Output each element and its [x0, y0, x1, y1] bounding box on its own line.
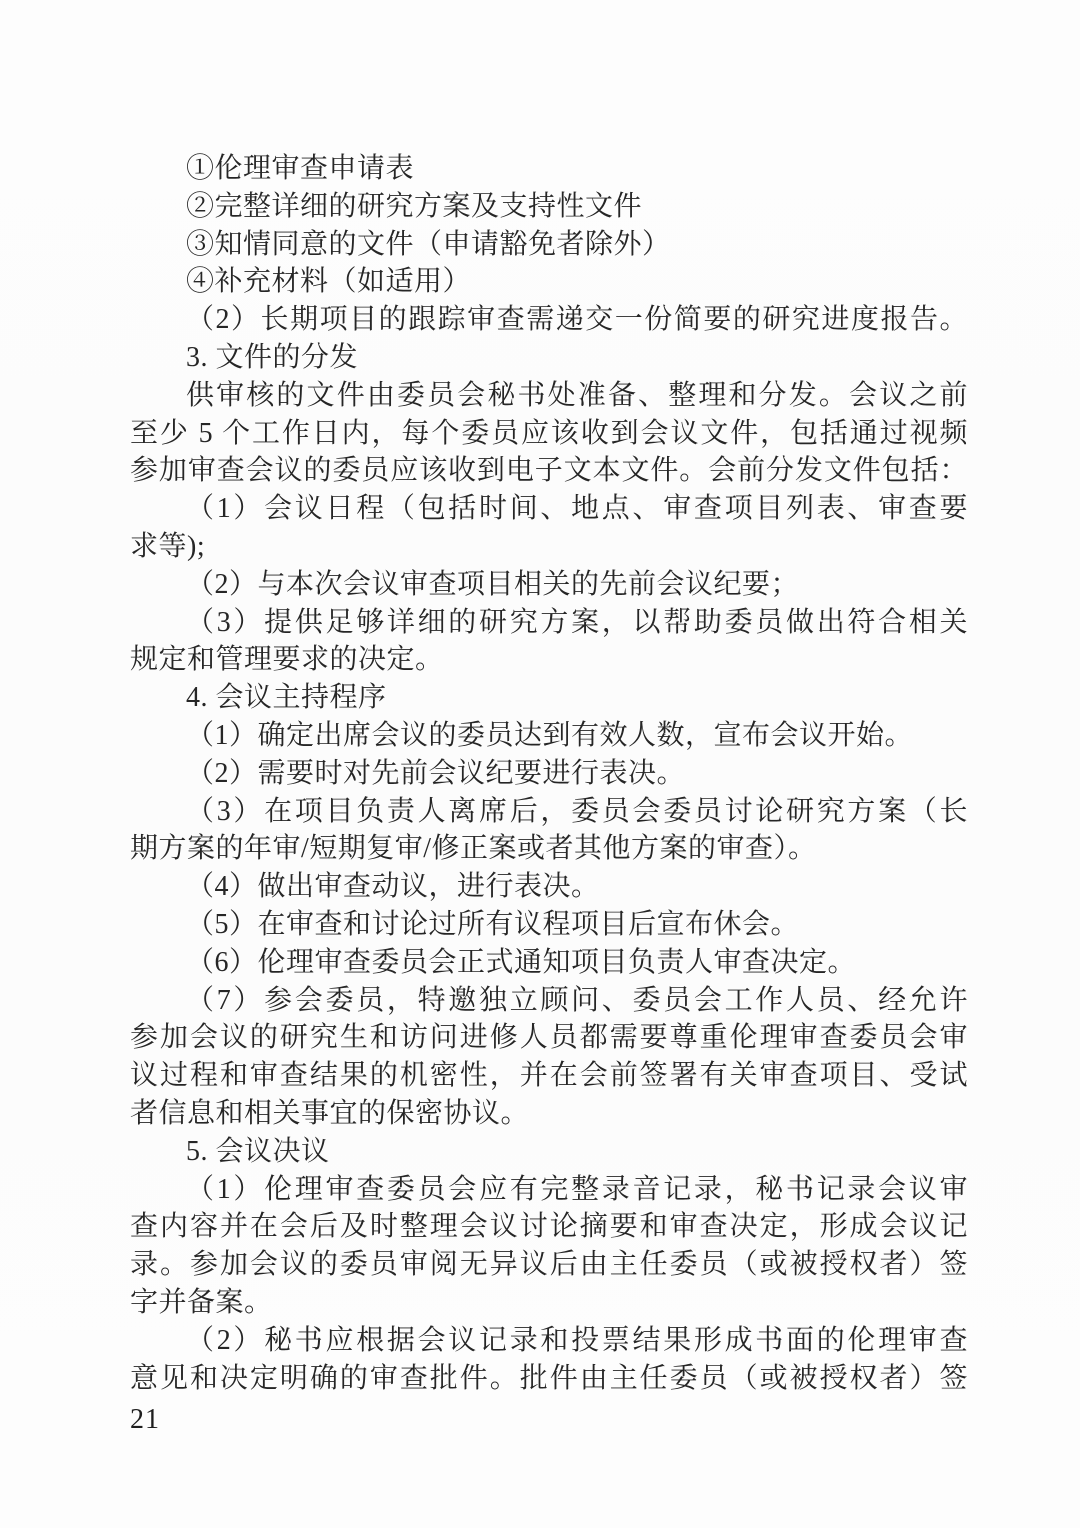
attachment-item-4: ④补充材料（如适用） [186, 266, 472, 298]
section-heading-4: 4. 会议主持程序 [186, 682, 387, 714]
text-line: （1）会议日程（包括时间、地点、审查项目列表、审查要 [186, 493, 968, 525]
text-line: （2）需要时对先前会议纪要进行表决。 [186, 757, 686, 789]
text-line: （1）确定出席会议的委员达到有效人数，宣布会议开始。 [186, 719, 914, 751]
text-line: 供审核的文件由委员会秘书处准备、整理和分发。会议之前 [186, 379, 968, 411]
attachment-item-1: ①伦理审查申请表 [186, 153, 415, 184]
text-line: （2）秘书应根据会议记录和投票结果形成书面的伦理审查 [186, 1324, 968, 1356]
text-line: 录。参加会议的委员审阅无异议后由主任委员（或被授权者）签 [130, 1249, 968, 1281]
text-line: 规定和管理要求的决定。 [130, 644, 444, 676]
text-line: （5）在审查和讨论过所有议程项目后宣布休会。 [186, 908, 800, 940]
text-line: 参加审查会议的委员应该收到电子文本文件。会前分发文件包括： [130, 455, 968, 487]
text-line: 参加会议的研究生和访问进修人员都需要尊重伦理审查委员会审 [130, 1022, 968, 1054]
text-line: 至少 5 个工作日内，每个委员应该收到会议文件，包括通过视频 [130, 417, 968, 449]
attachment-item-3: ③知情同意的文件（申请豁免者除外） [186, 228, 671, 260]
text-line: 求等); [130, 530, 206, 562]
text-line: 期方案的年审/短期复审/修正案或者其他方案的审查）。 [130, 833, 817, 865]
text-line: 意见和决定明确的审查批件。批件由主任委员（或被授权者）签 [130, 1362, 968, 1394]
text-line: （3）在项目负责人离席后，委员会委员讨论研究方案（长 [186, 795, 968, 827]
text-line: 议过程和审查结果的机密性，并在会前签署有关审查项目、受试 [130, 1060, 968, 1092]
text-line: 查内容并在会后及时整理会议讨论摘要和审查决定，形成会议记 [130, 1211, 968, 1243]
text-line: （6）伦理审查委员会正式通知项目负责人审查决定。 [186, 946, 857, 978]
section-heading-5: 5. 会议决议 [186, 1135, 330, 1167]
text-line: （7）参会委员，特邀独立顾问、委员会工作人员、经允许 [186, 984, 968, 1016]
text-line: （1）伦理审查委员会应有完整录音记录，秘书记录会议审 [186, 1173, 968, 1205]
text-line: （3）提供足够详细的研究方案，以帮助委员做出符合相关 [186, 606, 968, 638]
text-line: （2）与本次会议审查项目相关的先前会议纪要； [186, 568, 800, 600]
text-line: 者信息和相关事宜的保密协议。 [130, 1097, 530, 1129]
text-line: （2）长期项目的跟踪审查需递交一份简要的研究进度报告。 [186, 304, 968, 336]
document-body [130, 150, 968, 1397]
text-line: 字并备案。 [130, 1286, 273, 1318]
page-number: 21 [130, 1404, 160, 1435]
text-line: （4）做出审查动议，进行表决。 [186, 871, 600, 903]
section-heading-3: 3. 文件的分发 [186, 341, 359, 373]
attachment-item-2: ②完整详细的研究方案及支持性文件 [186, 190, 643, 222]
